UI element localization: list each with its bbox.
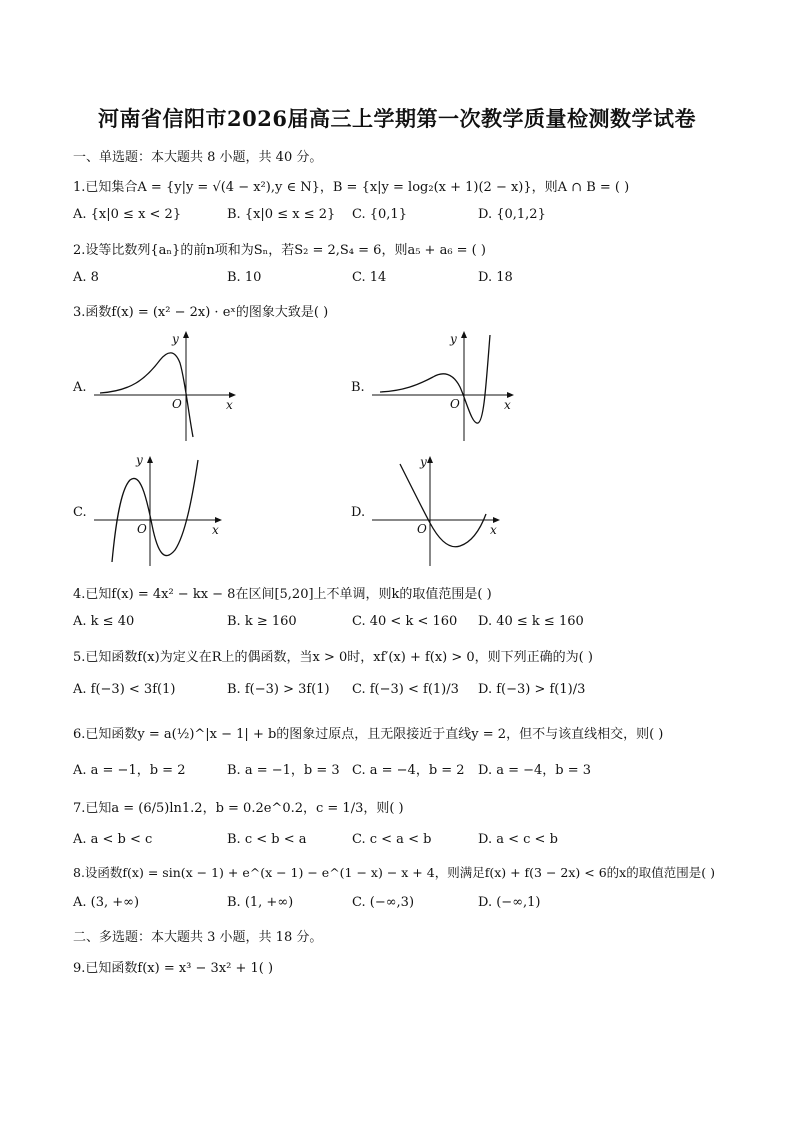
graph-d-origin-label: O: [417, 522, 427, 536]
question-5-option-d: D. f(−3) > f(1)/3: [478, 682, 586, 697]
question-5-option-c: C. f(−3) < f(1)/3: [352, 682, 459, 697]
question-1-option-c: C. {0,1}: [352, 207, 407, 222]
section-heading-single-choice: 一、单选题：本大题共 8 小题，共 40 分。: [73, 150, 323, 165]
graph-b-y-label: y: [450, 332, 457, 346]
question-8-option-b: B. (1, +∞): [227, 895, 294, 910]
graph-d: [368, 450, 518, 570]
question-8-option-d: D. (−∞,1): [478, 895, 541, 910]
question-3-option-d-label: D.: [351, 505, 366, 520]
question-5-stem: 5.已知函数f(x)为定义在R上的偶函数，当x > 0时，xf′(x) + f(x) > 0，则下列正确的为( ): [73, 650, 593, 665]
graph-c-x-label: x: [212, 523, 219, 537]
graph-c: [90, 450, 240, 570]
question-1-stem: 1.已知集合A = {y|y = √(4 − x²),y ∈ N}，B = {x|y = log₂(x + 1)(2 − x)}，则A ∩ B = ( ): [73, 180, 630, 195]
question-1-option-a: A. {x|0 ≤ x < 2}: [73, 207, 182, 222]
question-3-option-a-label: A.: [73, 380, 87, 395]
graph-a-y-label: y: [172, 332, 179, 346]
question-6-option-d: D. a = −4，b = 3: [478, 763, 592, 778]
question-2-option-b: B. 10: [227, 270, 262, 285]
question-4-stem: 4.已知f(x) = 4x² − kx − 8在区间[5,20]上不单调，则k的取值范围是( ): [73, 587, 492, 602]
question-9-stem: 9.已知函数f(x) = x³ − 3x² + 1( ): [73, 961, 274, 976]
question-7-option-b: B. c < b < a: [227, 832, 307, 847]
question-3-option-c-label: C.: [73, 505, 87, 520]
graph-c-y-label: y: [136, 453, 143, 467]
question-1-option-b: B. {x|0 ≤ x ≤ 2}: [227, 207, 336, 222]
graph-d-x-label: x: [490, 523, 497, 537]
graph-b: [368, 325, 518, 445]
question-2-option-a: A. 8: [73, 270, 99, 285]
question-7-option-c: C. c < a < b: [352, 832, 432, 847]
question-5-option-b: B. f(−3) > 3f(1): [227, 682, 330, 697]
graph-a-origin-label: O: [172, 397, 182, 411]
question-6-option-c: C. a = −4，b = 2: [352, 763, 465, 778]
page-title: 河南省信阳市2026届高三上学期第一次教学质量检测数学试卷: [98, 106, 696, 131]
graph-d-y-label: y: [420, 455, 427, 469]
question-4-option-d: D. 40 ≤ k ≤ 160: [478, 614, 584, 629]
graph-b-x-label: x: [504, 398, 511, 412]
question-7-stem: 7.已知a = (6/5)ln1.2，b = 0.2e^0.2，c = 1/3，则( ): [73, 801, 404, 816]
graph-a-x-label: x: [226, 398, 233, 412]
question-4-option-c: C. 40 < k < 160: [352, 614, 458, 629]
question-3-option-b-label: B.: [351, 380, 365, 395]
question-8-stem: 8.设函数f(x) = sin(x − 1) + e^(x − 1) − e^(1 − x) − x + 4，则满足f(x) + f(3 − 2x) < 6的x的取值范围是( ): [73, 865, 715, 880]
graph-c-origin-label: O: [137, 522, 147, 536]
question-4-option-b: B. k ≥ 160: [227, 614, 297, 629]
question-8-option-c: C. (−∞,3): [352, 895, 415, 910]
question-7-option-d: D. a < c < b: [478, 832, 558, 847]
question-6-stem: 6.已知函数y = a(½)^|x − 1| + b的图象过原点，且无限接近于直线y = 2，但不与该直线相交，则( ): [73, 727, 664, 742]
question-3-stem: 3.函数f(x) = (x² − 2x) · eˣ的图象大致是( ): [73, 305, 329, 320]
graph-b-origin-label: O: [450, 397, 460, 411]
question-6-option-a: A. a = −1，b = 2: [73, 763, 186, 778]
question-6-option-b: B. a = −1，b = 3: [227, 763, 340, 778]
question-1-option-d: D. {0,1,2}: [478, 207, 546, 222]
question-2-option-c: C. 14: [352, 270, 387, 285]
question-5-option-a: A. f(−3) < 3f(1): [73, 682, 176, 697]
question-7-option-a: A. a < b < c: [73, 832, 153, 847]
question-2-stem: 2.设等比数列{aₙ}的前n项和为Sₙ，若S₂ = 2,S₄ = 6，则a₅ + a₆ = ( ): [73, 243, 486, 258]
graph-a: [90, 325, 240, 445]
section-heading-multiple-choice: 二、多选题：本大题共 3 小题，共 18 分。: [73, 930, 323, 945]
question-2-option-d: D. 18: [478, 270, 513, 285]
question-4-option-a: A. k ≤ 40: [73, 614, 135, 629]
question-8-option-a: A. (3, +∞): [73, 895, 140, 910]
